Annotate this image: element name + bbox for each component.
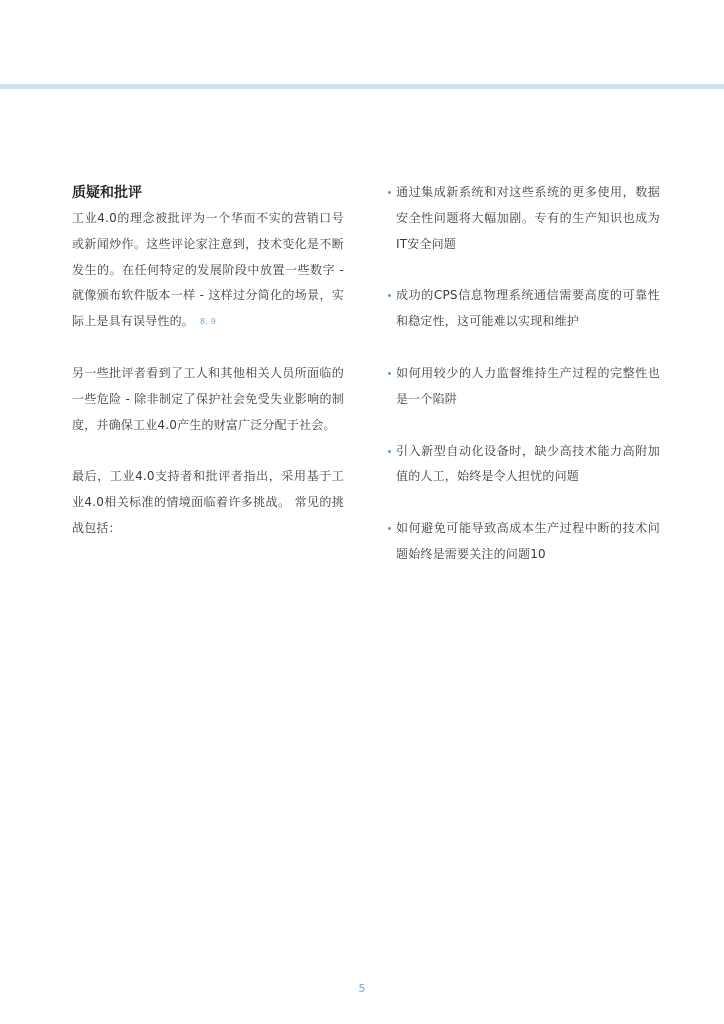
paragraph-challenges-intro: 最后，工业4.0支持者和批评者指出，采用基于工业4.0相关标准的情境面临着许多挑战。 常见的挑战包括： <box>72 469 344 535</box>
reference-markers: 8, 9 <box>200 317 217 327</box>
page-number: 5 <box>358 982 366 995</box>
paragraph-criticism-workers: 另一些批评者看到了工人和其他相关人员所面临的一些危险 - 除非制定了保护社会免受失业影响的制度，并确保工业4.0产生的财富广泛分配于社会。 <box>72 365 344 432</box>
bullet-dot-icon <box>388 527 391 530</box>
list-item <box>388 180 660 257</box>
list-item-text: 通过集成新系统和对这些系统的更多使用，数据安全性问题将大幅加剧。专有的生产知识也成为IT安全问题 <box>396 185 660 251</box>
list-item-text: 成功的CPS信息物理系统通信需要高度的可靠性和稳定性，这可能难以实现和维护 <box>396 288 660 329</box>
section-title: 质疑和批评 <box>72 185 142 201</box>
header-rule <box>0 84 724 89</box>
paragraph-text: 工业4.0的理念被批评为一个华而不实的营销口号或新闻炒作。这些评论家注意到，技术变化是不断发生的。在任何特定的发展阶段中放置一些数字 - 就像颁布软件版本一样 - 这样过分简化的场景，实际上是具有误导性的。 <box>72 211 344 329</box>
list-item <box>388 361 660 413</box>
bullet-dot-icon <box>388 191 391 194</box>
list-item <box>388 439 660 491</box>
list-item <box>388 283 660 335</box>
bullet-dot-icon <box>388 294 391 297</box>
bullet-dot-icon <box>388 450 391 453</box>
left-column <box>72 180 344 542</box>
list-item-text: 引入新型自动化设备时，缺少高技术能力高附加值的人工，始终是令人担忧的问题 <box>396 443 660 484</box>
challenges-list <box>388 180 660 568</box>
list-item-text: 如何避免可能导致高成本生产过程中断的技术问题始终是需要关注的问题10 <box>396 521 660 561</box>
paragraph-criticism-marketing <box>72 206 344 335</box>
list-item-text: 如何用较少的人力监督维持生产过程的完整性也是一个陷阱 <box>396 365 660 406</box>
bullet-dot-icon <box>388 372 391 375</box>
list-item <box>388 516 660 568</box>
